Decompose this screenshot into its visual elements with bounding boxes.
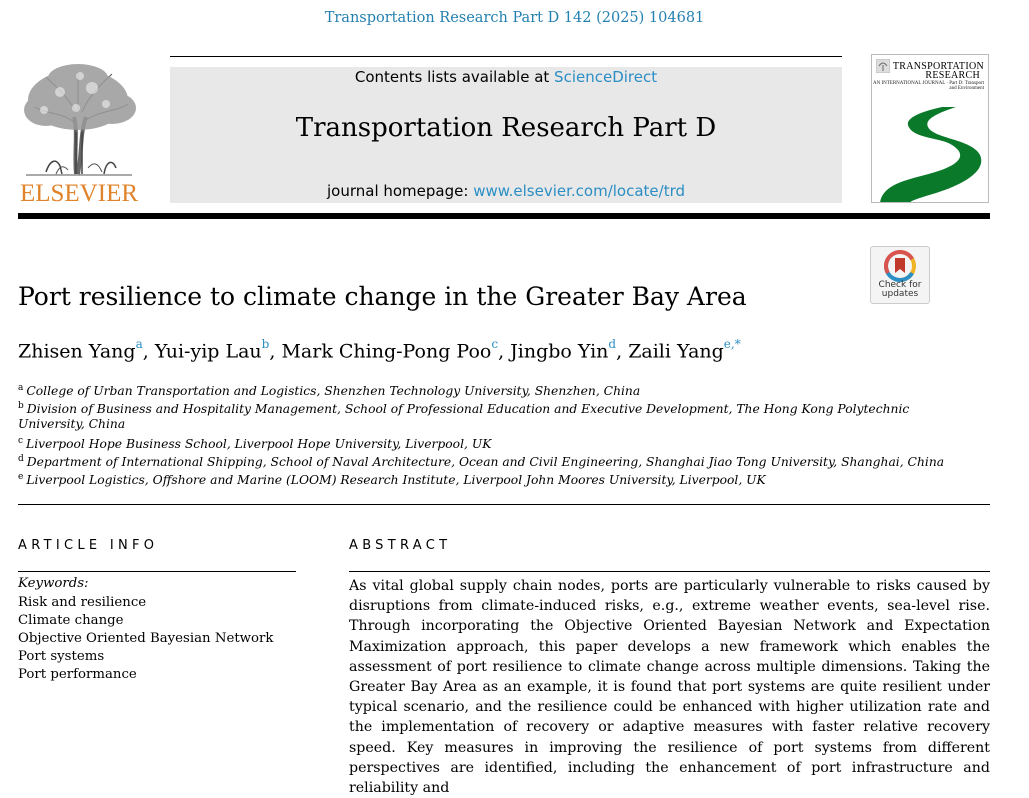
- check-for-updates-label: [871, 281, 929, 299]
- cover-road-graphic: [872, 95, 988, 203]
- article-info-rule: [18, 571, 296, 572]
- affiliation-mark: e: [18, 472, 24, 482]
- check-for-updates-icon: [884, 250, 916, 282]
- front-matter-divider: [18, 504, 990, 505]
- author-affiliation-mark[interactable]: d: [608, 337, 617, 351]
- author-name[interactable]: Yui-yip Lau: [154, 340, 262, 363]
- keyword-item: Risk and resilience: [18, 595, 147, 610]
- cover-title-line2: RESEARCH: [925, 70, 980, 81]
- journal-homepage-line: [170, 182, 842, 200]
- keywords-list: [18, 594, 273, 684]
- affiliation-text: Department of International Shipping, School of Naval Architecture, Ocean and Civil Engineering, Shanghai Jiao Tong University, Shanghai, China: [26, 455, 945, 470]
- abstract-heading: ABSTRACT: [349, 538, 452, 553]
- affiliation-b: [18, 397, 909, 418]
- keyword-item: Objective Oriented Bayesian Network: [18, 631, 274, 646]
- affiliation-mark: d: [18, 454, 24, 464]
- affiliation-mark: b: [18, 401, 24, 411]
- author-affiliation-mark[interactable]: c: [491, 337, 499, 351]
- keywords-label: Keywords:: [18, 576, 89, 591]
- affiliation-text: Liverpool Logistics, Offshore and Marine (LOOM) Research Institute, Liverpool John Moores University, Liverpool, UK: [26, 473, 766, 488]
- abstract-rule: [349, 571, 990, 572]
- keyword-item: Climate change: [18, 613, 124, 628]
- affiliation-mark: a: [18, 383, 24, 393]
- check-updates-line1: Check for: [878, 280, 922, 290]
- tree-of-knowledge-icon: [16, 62, 142, 178]
- affiliation-text: University, China: [18, 417, 126, 431]
- check-updates-line2: updates: [881, 289, 919, 299]
- elsevier-wordmark: ELSEVIER: [19, 180, 139, 207]
- affiliation-text: Division of Business and Hospitality Management, School of Professional Education and Executive Development, The Hong Kong Polytechnic: [26, 402, 910, 417]
- homepage-prefix: journal homepage:: [326, 182, 474, 200]
- journal-citation[interactable]: Transportation Research Part D 142 (2025) 104681: [324, 10, 705, 26]
- masthead-top-rule: [170, 56, 842, 57]
- keyword-item: Port systems: [18, 649, 105, 664]
- affiliation-e: [18, 468, 766, 489]
- article-info-heading: ARTICLE INFO: [18, 538, 159, 553]
- journal-title: Transportation Research Part D: [295, 113, 717, 143]
- affiliation-mark: c: [18, 436, 24, 446]
- author-name[interactable]: Mark Ching-Pong Poo: [281, 340, 492, 363]
- affiliation-b-continued: [18, 415, 125, 433]
- author-affiliation-mark[interactable]: e,*: [723, 337, 741, 351]
- sciencedirect-link[interactable]: ScienceDirect: [554, 68, 658, 86]
- affiliation-text: College of Urban Transportation and Logistics, Shenzhen Technology University, Shenzhen, China: [26, 384, 641, 399]
- author-name[interactable]: Jingbo Yin: [510, 340, 609, 363]
- author-list: Zhisen Yang$^a$, Yui-yip Lau$^b$, Mark Ching-Pong Poo$^c$, Jingbo Yin$^d$, Zaili Yang$^{e,*}$: [18, 337, 741, 363]
- author-name[interactable]: Zaili Yang: [628, 340, 724, 363]
- article-title: Port resilience to climate change in the Greater Bay Area: [18, 282, 747, 311]
- keyword-item: Port performance: [18, 667, 137, 682]
- journal-cover-thumbnail[interactable]: [871, 54, 989, 203]
- contents-prefix: Contents lists available at: [354, 68, 555, 86]
- cover-subtitle: AN INTERNATIONAL JOURNAL · Part D: Transport and Environment: [872, 81, 984, 91]
- abstract-body: As vital global supply chain nodes, ports are particularly vulnerable to risks caused by disruptions from climate-induced risks, e.g., extreme weather events, sea-level rise. Through incorporating the Objective Oriented Bayesian Network and Expectation Maximization approach, this paper develops a new framework which enables the assessment of port resilience to climate change across multiple dimensions. Taking the Greater Bay Area as an example, it is found that port systems are quite resilient under typical scenario, and the resilience could be enhanced with higher utilization rate and the implementation of recovery or adaptive measures with faster relative recovery speed. Key measures in improving the resilience of port systems from different perspectives are identified, including the enhancement of port infrastructure and reliability and: [349, 578, 990, 797]
- check-for-updates-button[interactable]: [870, 246, 930, 304]
- author-name[interactable]: Zhisen Yang: [18, 340, 136, 363]
- masthead-bottom-rule: [18, 213, 990, 219]
- journal-homepage-link[interactable]: www.elsevier.com/locate/trd: [473, 182, 685, 200]
- author-affiliation-mark[interactable]: a: [135, 337, 143, 351]
- contents-availability-line: [170, 68, 842, 86]
- affiliation-text: Liverpool Hope Business School, Liverpool Hope University, Liverpool, UK: [26, 437, 492, 452]
- cover-title-line1: TRANSPORTATION: [892, 61, 984, 72]
- author-affiliation-mark[interactable]: b: [261, 337, 270, 351]
